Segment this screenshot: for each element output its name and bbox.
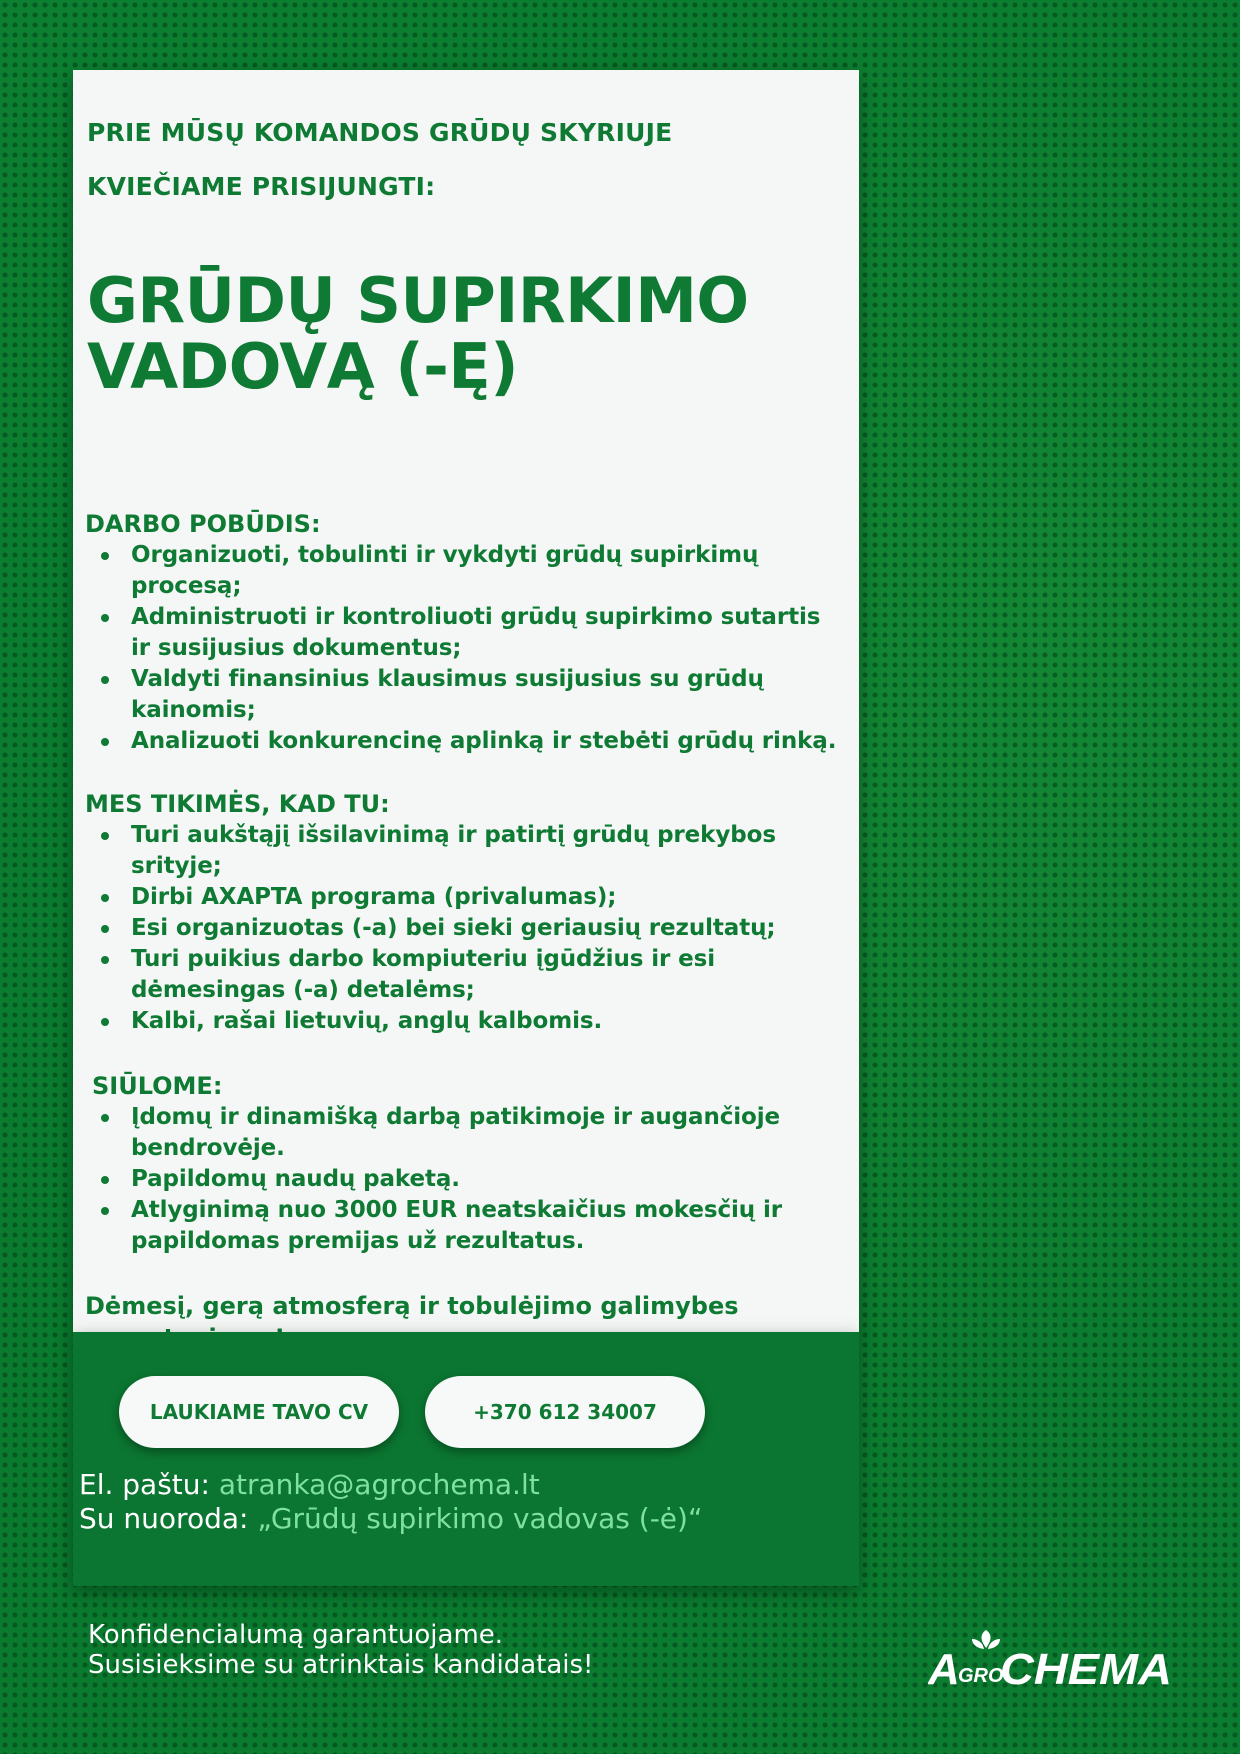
section-heading: MES TIKIMĖS, KAD TU: bbox=[85, 790, 390, 818]
job-title bbox=[87, 264, 847, 403]
list-item: Įdomų ir dinamišką darbą patikimoje ir augančioje bendrovėje. bbox=[85, 1102, 845, 1164]
email-line bbox=[79, 1468, 540, 1502]
section-requirements bbox=[85, 788, 845, 1037]
reference-text: „Grūdų supirkimo vadovas (-ė)“ bbox=[257, 1502, 703, 1535]
list-item: Papildomų naudų paketą. bbox=[85, 1164, 845, 1195]
reference-label: Su nuoroda: bbox=[79, 1502, 258, 1535]
intro-line-1: PRIE MŪSŲ KOMANDOS GRŪDŲ SKYRIUJE bbox=[87, 118, 673, 147]
agrochema-logo bbox=[928, 1628, 1174, 1688]
list-item: Dirbi AXAPTA programa (privalumas); bbox=[85, 882, 845, 913]
list-item: Esi organizuotas (-a) bei sieki geriausių rezultatų; bbox=[85, 913, 845, 944]
list-item: Turi puikius darbo kompiuteriu įgūdžius ir esi dėmesingas (-a) detalėms; bbox=[85, 944, 845, 1006]
footer-line-1: Konfidencialumą garantuojame. bbox=[88, 1620, 504, 1650]
email-label: El. paštu: bbox=[79, 1468, 219, 1501]
section-heading: DARBO POBŪDIS: bbox=[85, 510, 321, 538]
bullet-list bbox=[85, 1102, 845, 1257]
list-item: Analizuoti konkurencinę aplinką ir stebėti grūdų rinką. bbox=[85, 726, 845, 757]
logo-letter-a: A bbox=[928, 1645, 960, 1688]
send-cv-button[interactable]: LAUKIAME TAVO CV bbox=[119, 1376, 399, 1448]
section-job-description bbox=[85, 508, 845, 757]
phone-button[interactable]: +370 612 34007 bbox=[425, 1376, 705, 1448]
bullet-list bbox=[85, 540, 845, 757]
job-title-line-1: GRŪDŲ SUPIRKIMO bbox=[87, 264, 749, 337]
list-item: Administruoti ir kontroliuoti grūdų supirkimo sutartis ir susijusius dokumentus; bbox=[85, 602, 845, 664]
logo-letters-gro: GRO bbox=[958, 1665, 1004, 1687]
bullet-list bbox=[85, 820, 845, 1037]
job-title-line-2: VADOVĄ (-Ę) bbox=[87, 330, 519, 403]
email-link[interactable]: atranka@agrochema.lt bbox=[218, 1468, 540, 1501]
list-item: Atlyginimą nuo 3000 EUR neatskaičius mokesčių ir papildomas premijas už rezultatus. bbox=[85, 1195, 845, 1257]
list-item: Valdyti finansinius klausimus susijusius su grūdų kainomis; bbox=[85, 664, 845, 726]
list-item: Organizuoti, tobulinti ir vykdyti grūdų supirkimų procesą; bbox=[85, 540, 845, 602]
logo-leaf-icon bbox=[972, 1630, 1000, 1649]
logo-letters-chema: CHEMA bbox=[1000, 1645, 1172, 1688]
footer-note bbox=[88, 1620, 593, 1680]
footer-line-2: Susisieksime su atrinktais kandidatais! bbox=[88, 1650, 594, 1680]
contact-panel bbox=[73, 1332, 859, 1586]
closing-statement: Dėmesį, gerą atmosferą ir tobulėjimo galimybes bbox=[85, 1292, 739, 1320]
section-heading: SIŪLOME: bbox=[92, 1072, 223, 1100]
intro-line-2: KVIEČIAME PRISIJUNGTI: bbox=[87, 172, 436, 201]
reference-line bbox=[79, 1502, 702, 1536]
list-item: Turi aukštąjį išsilavinimą ir patirtį grūdų prekybos srityje; bbox=[85, 820, 845, 882]
section-offer bbox=[85, 1070, 845, 1257]
list-item: Kalbi, rašai lietuvių, anglų kalbomis. bbox=[85, 1006, 845, 1037]
job-ad-card bbox=[73, 70, 859, 1332]
